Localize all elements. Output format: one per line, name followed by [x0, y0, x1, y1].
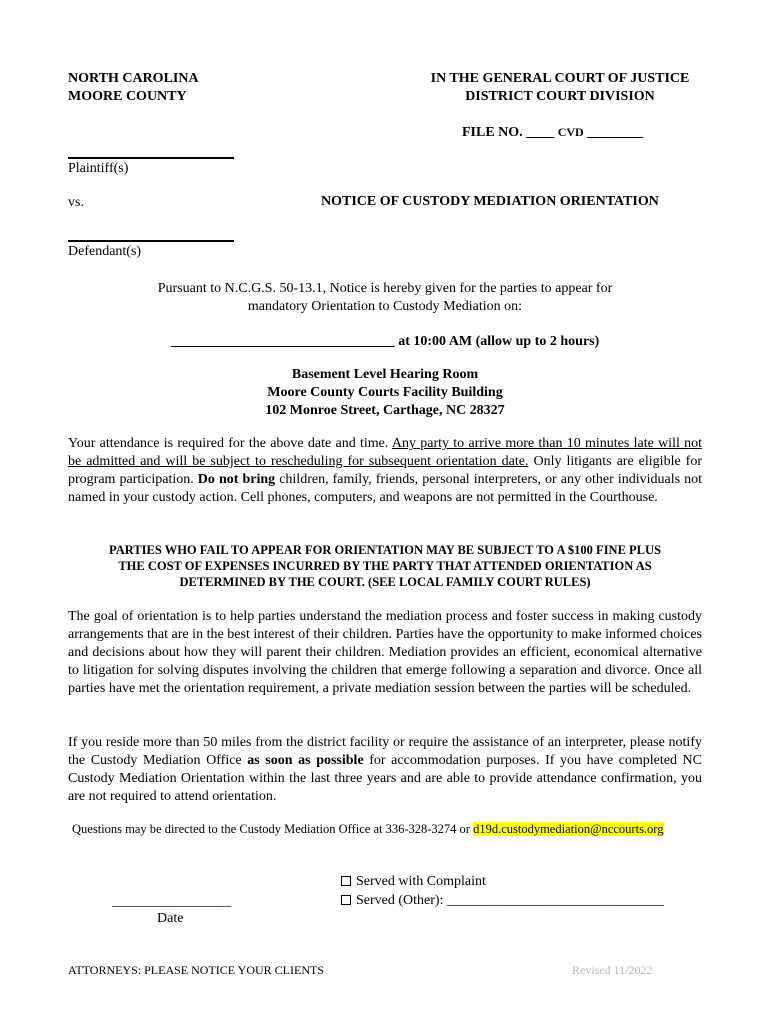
served-complaint-label: Served with Complaint — [356, 874, 486, 889]
fine-warning-line-2: THE COST OF EXPENSES INCURRED BY THE PARTY THAT ATTENDED ORIENTATION AS — [118, 559, 652, 573]
file-no-label: FILE NO. — [462, 125, 523, 140]
distance-text-1: If you reside more than 50 miles from the district facility or require the assistance of an interpreter, please notify the Custody Mediation Office — [68, 735, 702, 768]
footer-revised-date: Revised 11/2022 — [572, 963, 653, 977]
intro-line-2: mandatory Orientation to Custody Mediation on: — [247, 299, 523, 314]
served-other-option[interactable] — [341, 893, 664, 909]
state-label: NORTH CAROLINA — [68, 71, 199, 86]
location-room: Basement Level Hearing Room — [291, 367, 479, 382]
served-complaint-checkbox[interactable] — [341, 876, 351, 886]
location-building: Moore County Courts Facility Building — [267, 385, 503, 400]
venue-block — [68, 70, 199, 106]
file-number — [462, 125, 643, 141]
intro-line-1: Pursuant to N.C.G.S. 50-13.1, Notice is hereby given for the parties to appear for — [157, 281, 613, 296]
date-blank[interactable]: _________________ — [112, 894, 231, 909]
orientation-time: at 10:00 AM (allow up to 2 hours) — [394, 334, 600, 349]
court-block — [410, 70, 710, 106]
attendance-text-1: Your attendance is required for the above date and time. — [68, 436, 392, 451]
plaintiff-label: Plaintiff(s) — [68, 161, 129, 176]
location-block — [68, 366, 702, 420]
questions-line — [72, 822, 664, 837]
defendant-line[interactable] — [68, 240, 234, 242]
county-label: MOORE COUNTY — [68, 89, 187, 104]
attendance-text-3: children, family, friends, personal interpreters, or any other individuals not named in your custody action. Cell phones, computers, and weapons are not permitted in the Courthouse. — [68, 472, 702, 505]
vs-label: vs. — [68, 195, 84, 210]
contact-email-link[interactable]: d19d.custodymediation@nccourts.org — [473, 822, 664, 836]
file-no-cvd: CVD — [557, 125, 584, 139]
orientation-date-line — [68, 334, 702, 350]
court-line-1: IN THE GENERAL COURT OF JUSTICE — [430, 71, 690, 86]
location-address: 102 Monroe Street, Carthage, NC 28327 — [265, 403, 505, 418]
footer-attorneys-notice: ATTORNEYS: PLEASE NOTICE YOUR CLIENTS — [68, 963, 325, 977]
attendance-text-2: Only litigants are eligible for program participation. — [68, 454, 702, 487]
asap-text: as soon as possible — [247, 753, 364, 768]
distance-text-2: for accommodation purposes. If you have completed NC Custody Mediation Orientation within the last three years and are able to provide attendance confirmation, you are not required to attend orientation. — [68, 753, 703, 804]
date-label: Date — [157, 911, 184, 926]
distance-paragraph — [68, 734, 702, 806]
served-complaint-option[interactable] — [341, 874, 486, 890]
intro-text — [68, 280, 702, 316]
orientation-date-blank[interactable]: ________________________________ — [170, 334, 395, 349]
goal-paragraph: The goal of orientation is to help parties understand the mediation process and foster success in making custody arrangements that are in the best interest of their children. Parties have the opportunity to make informed choices and decisions about how they will parent their children. Mediation provides an efficient, economical alternative to litigation for solving disputes involving the children that emerge following a separation and divorce. Once all parties have met the orientation requirement, a private mediation session between the parties will be scheduled. — [68, 609, 702, 696]
attendance-paragraph — [68, 435, 702, 507]
fine-warning-line-3: DETERMINED BY THE COURT. (SEE LOCAL FAMILY COURT RULES) — [179, 575, 591, 589]
defendant-label: Defendant(s) — [68, 244, 142, 259]
late-arrival-warning: Any party to arrive more than 10 minutes late will not be admitted and will be subject to rescheduling for subsequent orientation date. — [68, 436, 702, 469]
served-other-label: Served (Other): — [356, 893, 444, 908]
notice-title: NOTICE OF CUSTODY MEDIATION ORIENTATION — [321, 194, 659, 209]
questions-text: Questions may be directed to the Custody Mediation Office at 336-328-3274 or — [72, 822, 474, 836]
fine-warning — [68, 542, 702, 590]
served-other-checkbox[interactable] — [341, 895, 351, 905]
fine-warning-line-1: PARTIES WHO FAIL TO APPEAR FOR ORIENTATION MAY BE SUBJECT TO A $100 FINE PLUS — [109, 543, 661, 557]
file-no-blank-2[interactable]: ________ — [587, 125, 644, 140]
court-line-2: DISTRICT COURT DIVISION — [465, 89, 655, 104]
file-no-blank-1[interactable]: ____ — [526, 125, 555, 140]
served-other-blank[interactable]: _______________________________ — [446, 893, 664, 908]
plaintiff-line[interactable] — [68, 157, 234, 159]
do-not-bring: Do not bring — [197, 472, 276, 487]
